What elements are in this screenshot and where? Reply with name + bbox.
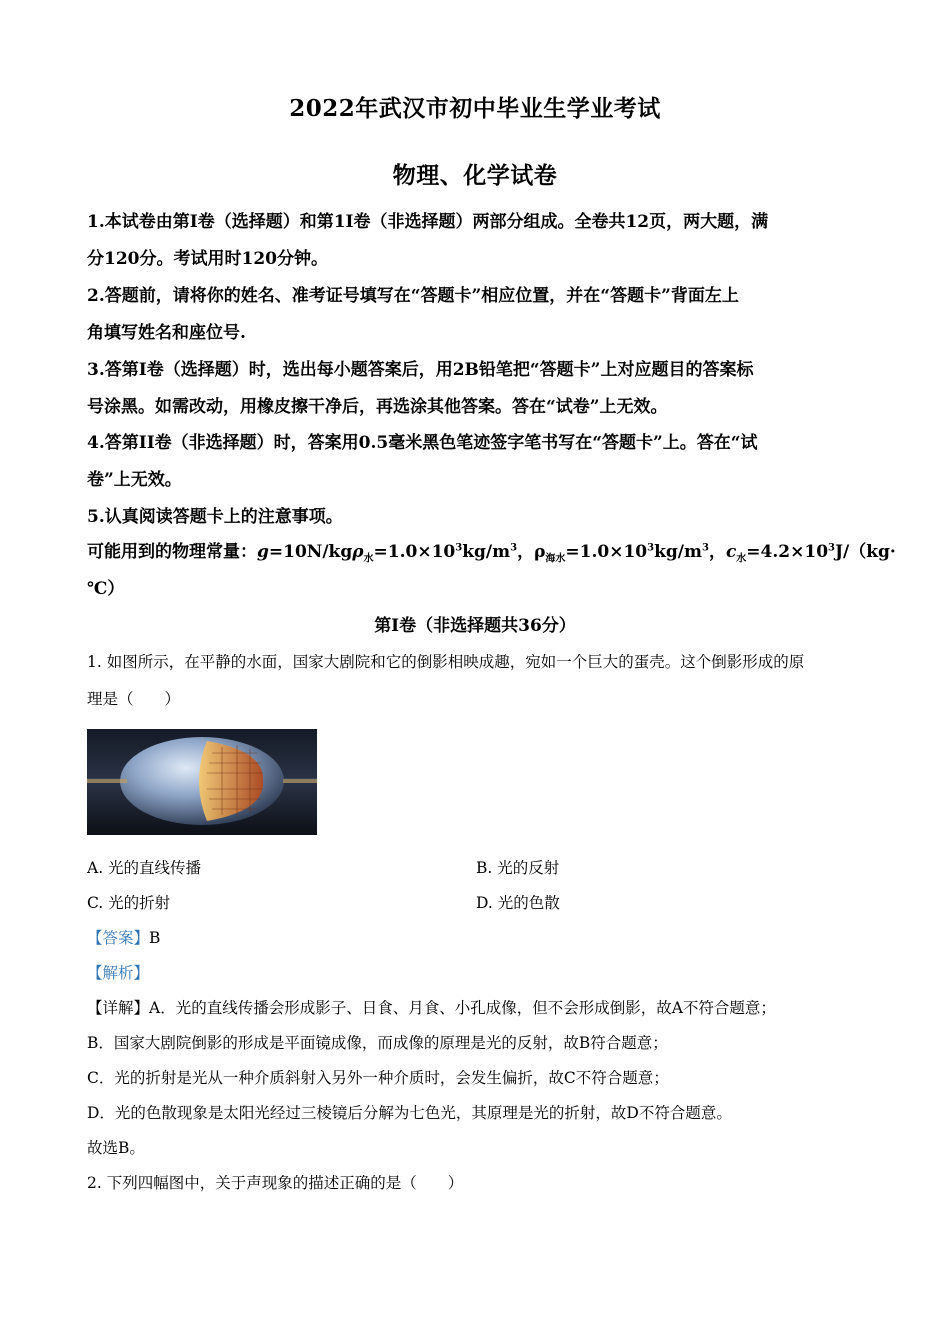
- separator: ，: [708, 542, 726, 562]
- section-heading: 第I卷（非选择题共36分）: [374, 616, 576, 636]
- q1-stem-line-2: 理是（ ）: [87, 690, 181, 708]
- rho-seawater-symbol: ρ: [534, 542, 546, 562]
- c-exponent: 3: [828, 542, 835, 554]
- q1-detail-line-1: 【详解】A．光的直线传播会形成影子、日食、月食、小孔成像，但不会形成倒影，故A不符合题意；: [87, 999, 776, 1017]
- q1-conclusion: 故选B。: [87, 1139, 145, 1157]
- rho-water-exponent: 3: [455, 542, 463, 554]
- q1-option-c: C. 光的折射: [87, 894, 171, 912]
- instruction-2-line-2: 角填写姓名和座位号.: [87, 323, 246, 343]
- c-symbol: c: [725, 542, 737, 562]
- c-value: =4.2×10: [746, 542, 829, 562]
- rho-seawater-unit-exponent: 3: [701, 542, 709, 554]
- rho-seawater-exponent: 3: [647, 542, 655, 554]
- rho-water-subscript: 水: [363, 553, 374, 565]
- national-grand-theatre-photo: [87, 729, 317, 835]
- rho-seawater-subscript: 海水: [545, 553, 566, 565]
- rho-seawater-unit: kg/m: [654, 542, 702, 562]
- instruction-4-line-1: 4.答第II卷（非选择题）时，答案用0.5毫米黑色笔迹签字笔书写在“答题卡”上。答在“试: [87, 433, 758, 453]
- g-symbol: g: [257, 542, 269, 562]
- q1-option-b: B. 光的反射: [476, 859, 560, 877]
- constants-label: 可能用到的物理常量：: [87, 542, 257, 562]
- c-subscript: 水: [736, 553, 747, 565]
- rho-water-unit-exponent: 3: [510, 542, 518, 554]
- exam-subtitle: 物理、化学试卷: [392, 162, 558, 189]
- q1-detail-line-4: D．光的色散现象是太阳光经过三棱镜后分解为七色光，其原理是光的折射，故D不符合题意。: [87, 1104, 732, 1122]
- instruction-1-line-1: 1.本试卷由第I卷（选择题）和第1I卷（非选择题）两部分组成。全卷共12页，两大题，满: [87, 212, 769, 232]
- instruction-3-line-2: 号涂黑。如需改动，用橡皮擦干净后，再选涂其他答案。答在“试卷”上无效。: [87, 397, 668, 417]
- physical-constants-line-2: ℃）: [87, 579, 125, 599]
- instruction-2-line-1: 2.答题前，请将你的姓名、准考证号填写在“答题卡”相应位置，并在“答题卡”背面左上: [87, 286, 739, 306]
- answer-tag: 【答案】: [87, 929, 150, 947]
- q1-detail-line-3: C．光的折射是光从一种介质斜射入另外一种介质时，会发生偏折，故C不符合题意；: [87, 1069, 669, 1087]
- instruction-1-line-2: 分120分。考试用时120分钟。: [87, 249, 328, 269]
- instruction-4-line-2: 卷”上无效。: [87, 470, 182, 490]
- separator: ，: [517, 542, 535, 562]
- exam-title: 2022年武汉市初中毕业生学业考试: [289, 95, 661, 122]
- q1-option-d: D. 光的色散: [476, 894, 560, 912]
- physical-constants-line: [87, 542, 896, 565]
- rho-water-value: =1.0×10: [373, 542, 456, 562]
- rho-water-unit: kg/m: [462, 542, 511, 562]
- q1-stem-line-1: 1. 如图所示，在平静的水面，国家大剧院和它的倒影相映成趣，宛如一个巨大的蛋壳。这个倒影形成的原: [87, 653, 805, 671]
- instruction-3-line-1: 3.答第I卷（选择题）时，选出每小题答案后，用2B铅笔把“答题卡”上对应题目的答案标: [87, 360, 754, 380]
- c-unit: J/（kg·: [835, 542, 896, 562]
- rho-water-symbol: ρ: [352, 542, 364, 562]
- q1-answer: [87, 928, 887, 948]
- answer-value: B: [149, 929, 161, 947]
- q1-option-a: A. 光的直线传播: [87, 859, 202, 877]
- analysis-tag: 【解析】: [87, 964, 150, 982]
- instruction-5: 5.认真阅读答题卡上的注意事项。: [87, 507, 343, 527]
- g-value: =10N/kg: [268, 542, 353, 562]
- rho-seawater-value: =1.0×10: [565, 542, 648, 562]
- q2-stem: 2. 下列四幅图中，关于声现象的描述正确的是（ ）: [87, 1174, 464, 1192]
- q1-detail-line-2: B．国家大剧院倒影的形成是平面镜成像，而成像的原理是光的反射，故B符合题意；: [87, 1034, 668, 1052]
